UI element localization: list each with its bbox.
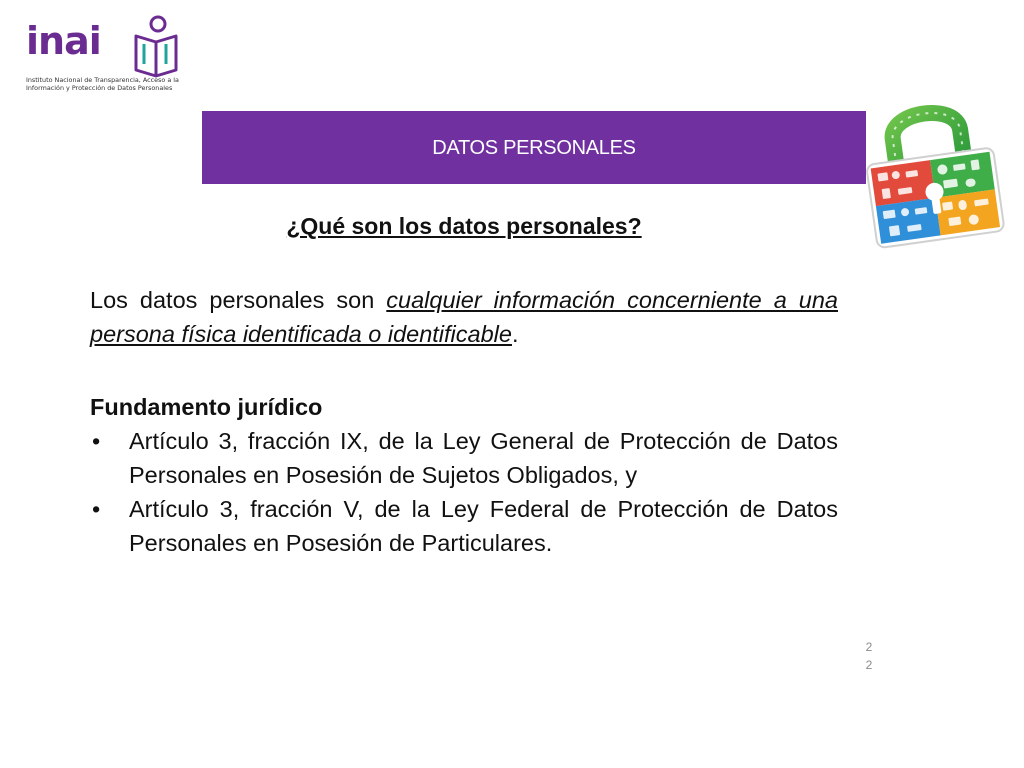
list-item-text: Artículo 3, fracción IX, de la Ley General de Protección de Datos Personales en Posesión de Sujetos Obligados, y xyxy=(129,428,838,488)
definition-prefix: Los datos personales son xyxy=(90,287,387,313)
definition-emphasis: cualquier información concerniente a una persona física identificada o identificable xyxy=(90,287,838,347)
body-content xyxy=(90,283,838,560)
header-band xyxy=(202,111,866,184)
inai-logo xyxy=(26,14,179,96)
list-item xyxy=(90,492,838,560)
header-title: DATOS PERSONALES xyxy=(432,137,636,159)
list-item-text: Artículo 3, fracción V, de la Ley Federal de Protección de Datos Personales en Posesión de Particulares. xyxy=(129,496,838,556)
padlock-mosaic-icon xyxy=(852,90,1012,258)
bullet-icon: • xyxy=(92,428,101,454)
logo-figure-icon xyxy=(116,14,180,78)
bullet-list xyxy=(90,424,838,560)
section-title: Fundamento jurídico xyxy=(90,394,323,420)
logo-wordmark xyxy=(26,19,101,63)
question-heading: ¿Qué son los datos personales? xyxy=(286,213,642,239)
logo-wordmark-text: inai xyxy=(26,19,101,63)
logo-tagline: Instituto Nacional de Transparencia, Acceso a la Información y Protección de Datos Personales xyxy=(26,76,179,92)
bullet-icon: • xyxy=(92,496,101,522)
definition-suffix: . xyxy=(511,321,519,347)
definition-paragraph xyxy=(90,283,838,351)
list-item xyxy=(90,424,838,492)
page-number: 22 xyxy=(865,640,873,672)
